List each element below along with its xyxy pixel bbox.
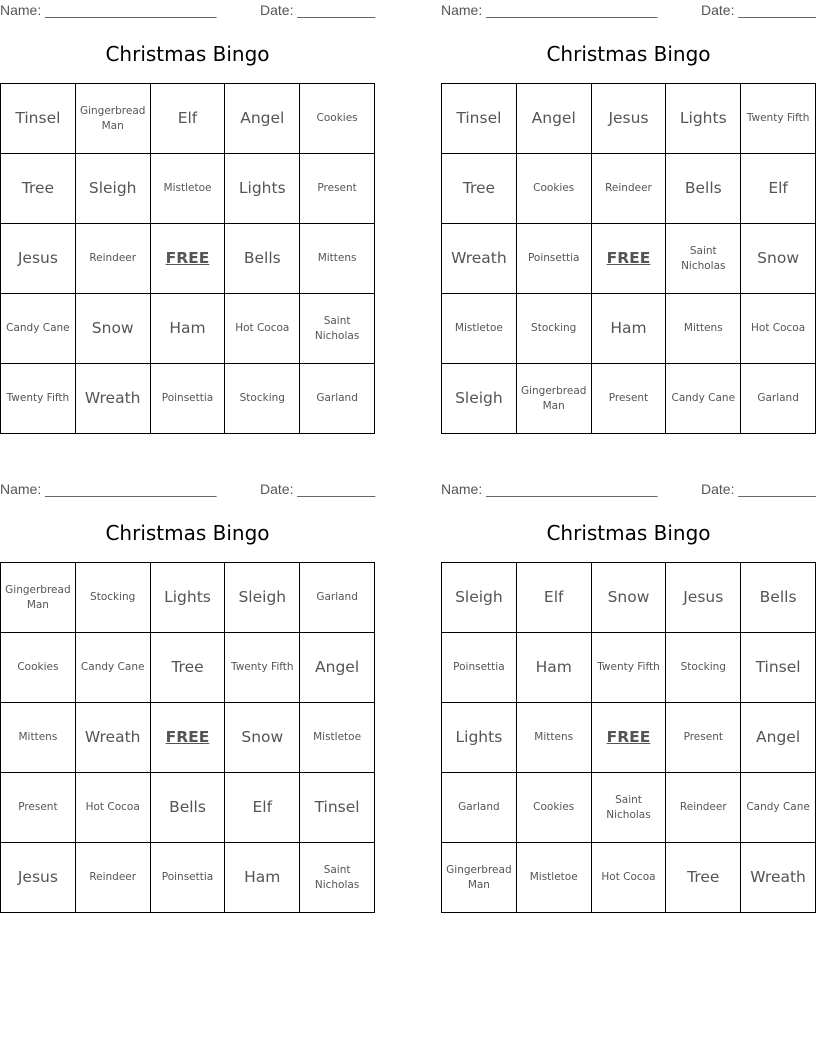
bingo-cell[interactable]: Candy Cane bbox=[666, 364, 741, 434]
bingo-cell[interactable]: Garland bbox=[300, 563, 375, 633]
bingo-cell[interactable]: Reindeer bbox=[591, 154, 666, 224]
bingo-cell[interactable]: Candy Cane bbox=[1, 294, 76, 364]
bingo-cell[interactable]: Mittens bbox=[300, 224, 375, 294]
bingo-cell[interactable]: Poinsettia bbox=[516, 224, 591, 294]
bingo-cell[interactable]: Saint Nicholas bbox=[666, 224, 741, 294]
free-space[interactable]: FREE bbox=[150, 224, 225, 294]
bingo-row bbox=[1, 773, 375, 843]
bingo-cell[interactable]: Tinsel bbox=[741, 633, 816, 703]
date-field[interactable]: Date: __________ bbox=[260, 2, 376, 18]
card-header-fields bbox=[0, 2, 375, 20]
bingo-cell[interactable]: Wreath bbox=[442, 224, 517, 294]
bingo-card-3 bbox=[0, 479, 375, 919]
bingo-cell[interactable]: Elf bbox=[225, 773, 300, 843]
bingo-cell[interactable]: Hot Cocoa bbox=[225, 294, 300, 364]
bingo-cell[interactable]: Mittens bbox=[516, 703, 591, 773]
bingo-cell[interactable]: Tree bbox=[442, 154, 517, 224]
name-field[interactable]: Name: ______________________ bbox=[0, 2, 217, 18]
bingo-cell[interactable]: Snow bbox=[591, 563, 666, 633]
bingo-cell[interactable]: Bells bbox=[150, 773, 225, 843]
bingo-cell[interactable]: Ham bbox=[150, 294, 225, 364]
bingo-cell[interactable]: Gingerbread Man bbox=[75, 84, 150, 154]
bingo-cell[interactable]: Wreath bbox=[75, 364, 150, 434]
bingo-cell[interactable]: Angel bbox=[300, 633, 375, 703]
bingo-cell[interactable]: Stocking bbox=[225, 364, 300, 434]
bingo-cell[interactable]: Tinsel bbox=[442, 84, 517, 154]
card-title: Christmas Bingo bbox=[105, 521, 270, 545]
bingo-cell[interactable]: Twenty Fifth bbox=[1, 364, 76, 434]
bingo-cell[interactable]: Garland bbox=[442, 773, 517, 843]
bingo-cell[interactable]: Twenty Fifth bbox=[591, 633, 666, 703]
bingo-cell[interactable]: Elf bbox=[741, 154, 816, 224]
bingo-row bbox=[1, 703, 375, 773]
name-field[interactable]: Name: ______________________ bbox=[441, 2, 658, 18]
card-header-fields bbox=[441, 2, 816, 20]
name-field[interactable]: Name: ______________________ bbox=[441, 481, 658, 497]
bingo-cell[interactable]: Cookies bbox=[516, 154, 591, 224]
bingo-cell[interactable]: Sleigh bbox=[75, 154, 150, 224]
bingo-cell[interactable]: Wreath bbox=[75, 703, 150, 773]
bingo-cell[interactable]: Ham bbox=[591, 294, 666, 364]
bingo-cell[interactable]: Stocking bbox=[666, 633, 741, 703]
bingo-cell[interactable]: Bells bbox=[741, 563, 816, 633]
bingo-row bbox=[442, 294, 816, 364]
bingo-cell[interactable]: Cookies bbox=[516, 773, 591, 843]
bingo-grid bbox=[0, 562, 375, 913]
bingo-card-4 bbox=[441, 479, 816, 919]
bingo-cell[interactable]: Angel bbox=[225, 84, 300, 154]
bingo-row bbox=[1, 84, 375, 154]
bingo-cell[interactable]: Lights bbox=[225, 154, 300, 224]
bingo-cell[interactable]: Lights bbox=[666, 84, 741, 154]
bingo-row bbox=[1, 843, 375, 913]
bingo-cell[interactable]: Hot Cocoa bbox=[75, 773, 150, 843]
bingo-cell[interactable]: Gingerbread Man bbox=[1, 563, 76, 633]
bingo-cell[interactable]: Poinsettia bbox=[150, 843, 225, 913]
free-space[interactable]: FREE bbox=[591, 224, 666, 294]
bingo-cell[interactable]: Cookies bbox=[1, 633, 76, 703]
bingo-cell[interactable]: Gingerbread Man bbox=[516, 364, 591, 434]
bingo-cell[interactable]: Reindeer bbox=[75, 843, 150, 913]
bingo-cell[interactable]: Present bbox=[666, 703, 741, 773]
bingo-cell[interactable]: Jesus bbox=[591, 84, 666, 154]
bingo-cell[interactable]: Mistletoe bbox=[150, 154, 225, 224]
bingo-row bbox=[442, 84, 816, 154]
date-field[interactable]: Date: __________ bbox=[701, 2, 816, 18]
bingo-row bbox=[442, 154, 816, 224]
bingo-cell[interactable]: Lights bbox=[442, 703, 517, 773]
bingo-cell[interactable]: Saint Nicholas bbox=[300, 294, 375, 364]
bingo-grid bbox=[441, 83, 816, 434]
bingo-row bbox=[442, 364, 816, 434]
bingo-cell[interactable]: Hot Cocoa bbox=[591, 843, 666, 913]
bingo-row bbox=[442, 563, 816, 633]
date-field[interactable]: Date: __________ bbox=[701, 481, 816, 497]
bingo-cell[interactable]: Gingerbread Man bbox=[442, 843, 517, 913]
bingo-cell[interactable]: Ham bbox=[516, 633, 591, 703]
bingo-cell[interactable]: Tinsel bbox=[1, 84, 76, 154]
bingo-grid bbox=[441, 562, 816, 913]
free-space[interactable]: FREE bbox=[591, 703, 666, 773]
bingo-cell[interactable]: Stocking bbox=[516, 294, 591, 364]
bingo-row bbox=[442, 703, 816, 773]
bingo-cell[interactable]: Present bbox=[1, 773, 76, 843]
bingo-cell[interactable]: Elf bbox=[516, 563, 591, 633]
card-header-fields bbox=[0, 481, 375, 499]
bingo-row bbox=[442, 843, 816, 913]
bingo-cell[interactable]: Bells bbox=[225, 224, 300, 294]
bingo-cell[interactable]: Wreath bbox=[741, 843, 816, 913]
bingo-cell[interactable]: Snow bbox=[225, 703, 300, 773]
bingo-row bbox=[442, 773, 816, 843]
bingo-cell[interactable]: Angel bbox=[741, 703, 816, 773]
bingo-cell[interactable]: Mittens bbox=[666, 294, 741, 364]
bingo-cell[interactable]: Ham bbox=[225, 843, 300, 913]
card-title: Christmas Bingo bbox=[546, 42, 711, 66]
bingo-card-2 bbox=[441, 0, 816, 440]
bingo-cell[interactable]: Saint Nicholas bbox=[591, 773, 666, 843]
bingo-cell[interactable]: Present bbox=[591, 364, 666, 434]
bingo-cell[interactable]: Tree bbox=[666, 843, 741, 913]
bingo-cell[interactable]: Poinsettia bbox=[442, 633, 517, 703]
date-field[interactable]: Date: __________ bbox=[260, 481, 376, 497]
bingo-row bbox=[1, 563, 375, 633]
bingo-row bbox=[1, 633, 375, 703]
bingo-row bbox=[1, 294, 375, 364]
bingo-cell[interactable]: Hot Cocoa bbox=[741, 294, 816, 364]
bingo-cell[interactable]: Reindeer bbox=[666, 773, 741, 843]
bingo-row bbox=[442, 633, 816, 703]
bingo-cell[interactable]: Garland bbox=[741, 364, 816, 434]
bingo-cell[interactable]: Candy Cane bbox=[75, 633, 150, 703]
bingo-row bbox=[1, 154, 375, 224]
card-header-fields bbox=[441, 481, 816, 499]
bingo-row bbox=[1, 364, 375, 434]
bingo-cell[interactable]: Elf bbox=[150, 84, 225, 154]
bingo-cell[interactable]: Angel bbox=[516, 84, 591, 154]
bingo-card-1 bbox=[0, 0, 375, 440]
card-title: Christmas Bingo bbox=[546, 521, 711, 545]
bingo-grid bbox=[0, 83, 375, 434]
bingo-cell[interactable]: Stocking bbox=[75, 563, 150, 633]
bingo-cell[interactable]: Mistletoe bbox=[442, 294, 517, 364]
bingo-cell[interactable]: Tree bbox=[1, 154, 76, 224]
bingo-cell[interactable]: Snow bbox=[741, 224, 816, 294]
bingo-cell[interactable]: Garland bbox=[300, 364, 375, 434]
bingo-row bbox=[1, 224, 375, 294]
bingo-cell[interactable]: Lights bbox=[150, 563, 225, 633]
bingo-cell[interactable]: Jesus bbox=[1, 224, 76, 294]
bingo-cell[interactable]: Jesus bbox=[666, 563, 741, 633]
name-field[interactable]: Name: ______________________ bbox=[0, 481, 217, 497]
bingo-cell[interactable]: Twenty Fifth bbox=[225, 633, 300, 703]
bingo-cell[interactable]: Jesus bbox=[1, 843, 76, 913]
bingo-cell[interactable]: Cookies bbox=[300, 84, 375, 154]
bingo-cell[interactable]: Tree bbox=[150, 633, 225, 703]
bingo-cell[interactable]: Reindeer bbox=[75, 224, 150, 294]
bingo-cell[interactable]: Mistletoe bbox=[300, 703, 375, 773]
bingo-cell[interactable]: Mistletoe bbox=[516, 843, 591, 913]
bingo-cell[interactable]: Present bbox=[300, 154, 375, 224]
bingo-cell[interactable]: Poinsettia bbox=[150, 364, 225, 434]
bingo-cell[interactable]: Sleigh bbox=[442, 563, 517, 633]
bingo-cell[interactable]: Saint Nicholas bbox=[300, 843, 375, 913]
bingo-cell[interactable]: Sleigh bbox=[442, 364, 517, 434]
card-title: Christmas Bingo bbox=[105, 42, 270, 66]
bingo-cell[interactable]: Tinsel bbox=[300, 773, 375, 843]
free-space[interactable]: FREE bbox=[150, 703, 225, 773]
bingo-row bbox=[442, 224, 816, 294]
bingo-cell[interactable]: Snow bbox=[75, 294, 150, 364]
bingo-cell[interactable]: Twenty Fifth bbox=[741, 84, 816, 154]
bingo-cell[interactable]: Bells bbox=[666, 154, 741, 224]
bingo-cell[interactable]: Sleigh bbox=[225, 563, 300, 633]
bingo-cell[interactable]: Candy Cane bbox=[741, 773, 816, 843]
bingo-cell[interactable]: Mittens bbox=[1, 703, 76, 773]
